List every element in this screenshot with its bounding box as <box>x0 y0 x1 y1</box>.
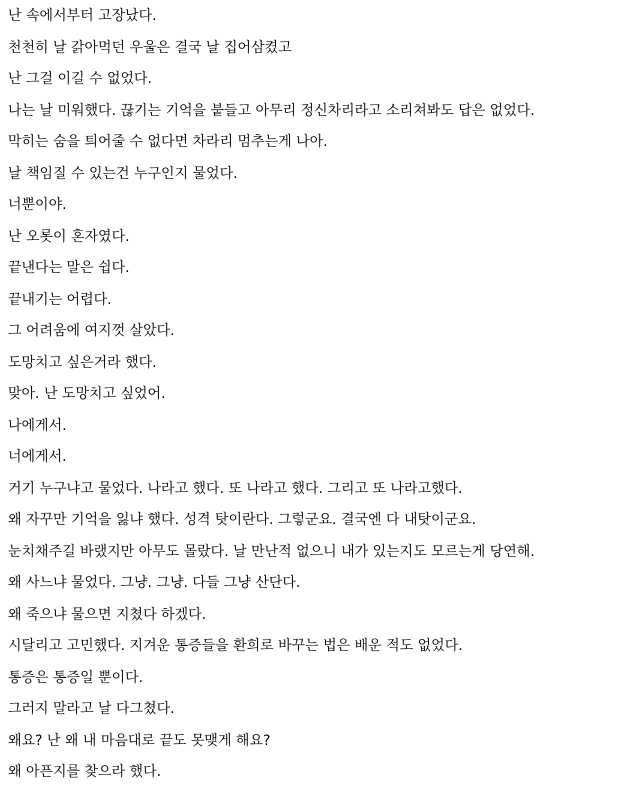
text-line: 그러지 말라고 날 다그쳤다. <box>8 701 175 717</box>
text-line: 왜 자꾸만 기억을 잃냐 했다. 성격 탓이란다. 그렇군요. 결국엔 다 내탓이군요. <box>8 512 477 528</box>
text-line: 난 속에서부터 고장났다. <box>8 8 157 24</box>
text-line: 날 책임질 수 있는건 누구인지 물었다. <box>8 165 238 182</box>
text-line: 끝낸다는 말은 쉽다. <box>8 260 130 276</box>
text-line: 막히는 숨을 틔어줄 수 없다면 차라리 멈추는게 나아. <box>8 134 328 150</box>
text-line: 시달리고 고민했다. 지겨운 통증들을 환희로 바꾸는 법은 배운 적도 없었다. <box>8 638 463 654</box>
text-line: 끝내기는 어렵다. <box>8 291 112 308</box>
text-line: 눈치채주길 바랬지만 아무도 몰랐다. 날 만난적 없으니 내가 있는지도 모르는게 당연해. <box>8 543 535 560</box>
text-line: 난 오롯이 혼자였다. <box>8 228 130 245</box>
text-line: 왜 죽으냐 물으면 지쳤다 하겠다. <box>8 606 207 623</box>
text-line: 도망치고 싶은거라 했다. <box>8 354 157 371</box>
text-line: 난 그걸 이길 수 없었다. <box>8 71 152 87</box>
text-line: 통증은 통증일 뿐이다. <box>8 669 144 686</box>
text-line: 왜 사느냐 물었다. 그냥. 그냥. 다들 그냥 산단다. <box>8 575 301 591</box>
text-line: 그 어려움에 여지껏 살았다. <box>8 323 175 339</box>
text-line: 천천히 날 갉아먹던 우울은 결국 날 집어삼켰고 <box>8 39 292 56</box>
text-line: 너에게서. <box>8 449 67 465</box>
text-line: 나에게서. <box>8 417 67 434</box>
text-line: 맞아. 난 도망치고 싶었어. <box>8 386 166 402</box>
text-line: 나는 날 미워했다. 끊기는 기억을 붙들고 아무리 정신차리라고 소리쳐봐도 답은 없었다. <box>8 102 535 119</box>
text-line: 왜요? 난 왜 내 마음대로 끝도 못맺게 해요? <box>8 732 271 749</box>
text-line: 왜 아픈지를 찾으라 했다. <box>8 764 162 780</box>
text-line: 거기 누구냐고 물었다. 나라고 했다. 또 나라고 했다. 그리고 또 나라고했다. <box>8 480 463 497</box>
text-line: 너뿐이야. <box>8 197 67 213</box>
document-body <box>8 4 634 792</box>
